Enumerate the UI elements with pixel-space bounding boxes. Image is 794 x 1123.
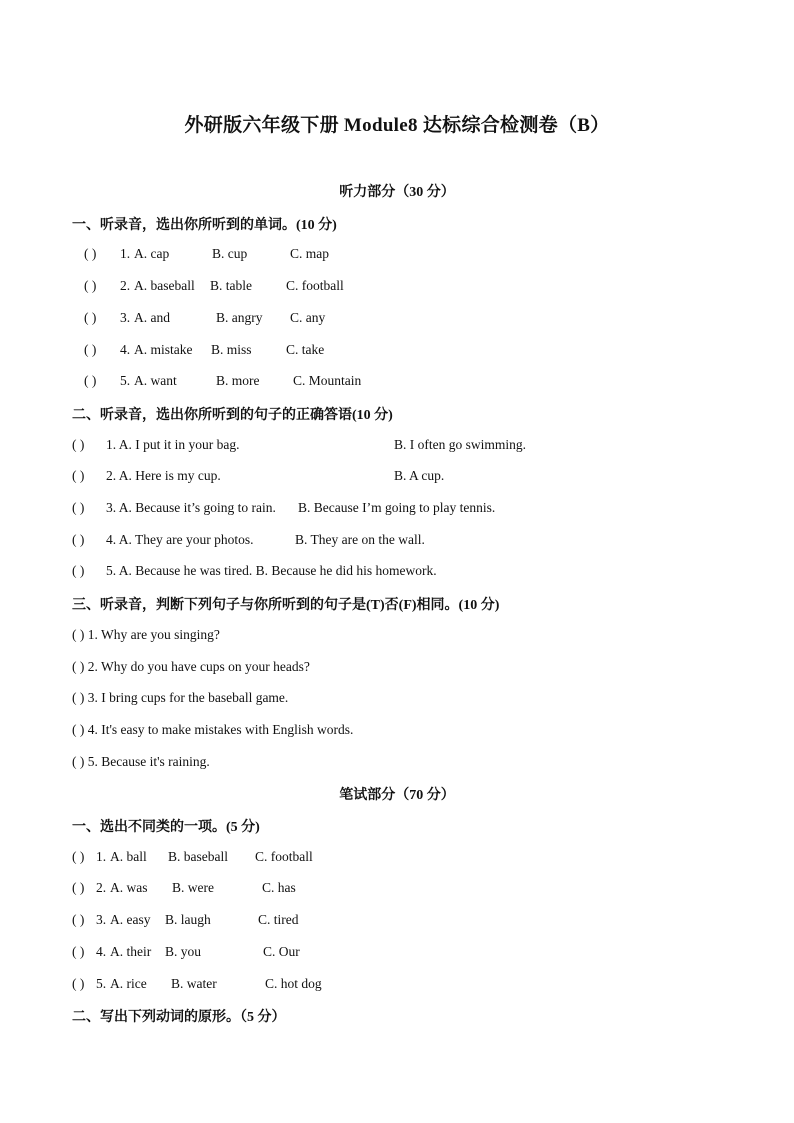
list-item (72, 848, 372, 866)
writing-section-1-heading: 一、选出不同类的一项。(5 分) (72, 820, 260, 835)
option-a: A. and (134, 310, 170, 325)
list-item (72, 436, 572, 454)
exam-title: 外研版六年级下册 Module8 达标综合检测卷（B） (184, 115, 610, 136)
option-c: C. has (262, 880, 296, 895)
list-item (72, 562, 572, 580)
option-b: B. laugh (165, 912, 211, 927)
answer-bracket[interactable]: ( ) (72, 944, 85, 959)
option-c: C. map (290, 246, 329, 261)
list-item (84, 341, 384, 359)
answer-bracket[interactable]: ( ) (72, 500, 85, 515)
option-b: B. angry (216, 310, 263, 325)
option-a: A. was (110, 880, 148, 895)
list-item (84, 372, 384, 390)
option-c: C. Our (263, 944, 300, 959)
item-number: 5. (120, 373, 131, 388)
option-a-text: 3. A. Because it’s going to rain. (106, 500, 276, 515)
option-a: A. cap (134, 246, 170, 261)
answer-bracket[interactable]: ( ) (72, 976, 85, 991)
answer-bracket[interactable]: ( ) (84, 373, 97, 388)
option-a: A. ball (110, 849, 147, 864)
option-b: B. you (165, 944, 202, 959)
item-number: 1. (96, 849, 107, 864)
option-b: B. baseball (168, 849, 228, 864)
writing-section-2-heading: 二、写出下列动词的原形。（5 分） (72, 1010, 286, 1025)
answer-bracket[interactable]: ( ) (72, 563, 85, 578)
option-b: B. table (210, 278, 252, 293)
option-a-text: 5. A. Because he was tired. B. Because he did his homework. (106, 563, 437, 578)
answer-bracket[interactable]: ( ) (84, 342, 97, 357)
option-b: B. water (171, 976, 217, 991)
list-item: ( ) 3. I bring cups for the baseball game. (72, 690, 289, 705)
answer-bracket[interactable]: ( ) (72, 849, 85, 864)
list-item (72, 499, 572, 517)
list-item: ( ) 5. Because it's raining. (72, 754, 210, 769)
option-a-text: 4. A. They are your photos. (106, 532, 254, 547)
option-b: B. They are on the wall. (295, 532, 425, 547)
answer-bracket[interactable]: ( ) (72, 437, 85, 452)
answer-bracket[interactable]: ( ) (84, 278, 97, 293)
option-c: C. any (290, 310, 326, 325)
option-c: C. Mountain (293, 373, 362, 388)
list-item (72, 975, 372, 993)
answer-bracket[interactable]: ( ) (72, 912, 85, 927)
option-a: A. mistake (134, 342, 193, 357)
option-b: B. A cup. (394, 468, 445, 483)
listening-section-2-heading: 二、听录音，选出你所听到的句子的正确答语(10 分) (72, 408, 393, 423)
answer-bracket[interactable]: ( ) (84, 246, 97, 261)
option-a: A. baseball (134, 278, 195, 293)
answer-bracket[interactable]: ( ) (84, 310, 97, 325)
item-number: 3. (96, 912, 107, 927)
listening-section-1-heading: 一、听录音，选出你所听到的单词。(10 分) (72, 218, 337, 233)
option-b: B. Because I’m going to play tennis. (298, 500, 496, 515)
item-number: 5. (96, 976, 107, 991)
list-item (72, 879, 372, 897)
list-item (84, 309, 384, 327)
list-item (84, 245, 384, 263)
item-number: 4. (96, 944, 107, 959)
item-number: 3. (120, 310, 131, 325)
list-item (72, 911, 372, 929)
option-c: C. take (286, 342, 325, 357)
list-item (72, 943, 372, 961)
option-a-text: 1. A. I put it in your bag. (106, 437, 240, 452)
answer-bracket[interactable]: ( ) (72, 468, 85, 483)
list-item (72, 531, 572, 549)
listening-part-heading: 听力部分（30 分） (339, 185, 455, 200)
list-item (84, 277, 384, 295)
option-c: C. tired (258, 912, 299, 927)
answer-bracket[interactable]: ( ) (72, 880, 85, 895)
option-b: B. more (216, 373, 260, 388)
option-c: C. football (255, 849, 313, 864)
option-b: B. cup (212, 246, 248, 261)
option-b: B. I often go swimming. (394, 437, 526, 452)
option-b: B. were (172, 880, 214, 895)
listening-section-3-heading: 三、听录音，判断下列句子与你所听到的句子是(T)否(F)相同。(10 分) (72, 598, 500, 613)
option-c: C. football (286, 278, 344, 293)
option-a: A. easy (110, 912, 151, 927)
item-number: 2. (96, 880, 107, 895)
item-number: 2. (120, 278, 131, 293)
list-item: ( ) 4. It's easy to make mistakes with English words. (72, 722, 354, 737)
writing-part-heading: 笔试部分（70 分） (339, 788, 455, 803)
option-c: C. hot dog (265, 976, 322, 991)
item-number: 1. (120, 246, 131, 261)
option-a: A. their (110, 944, 152, 959)
list-item: ( ) 2. Why do you have cups on your heads? (72, 659, 310, 674)
item-number: 4. (120, 342, 131, 357)
option-a: A. rice (110, 976, 147, 991)
option-a-text: 2. A. Here is my cup. (106, 468, 221, 483)
option-b: B. miss (211, 342, 252, 357)
list-item: ( ) 1. Why are you singing? (72, 627, 220, 642)
option-a: A. want (134, 373, 177, 388)
answer-bracket[interactable]: ( ) (72, 532, 85, 547)
list-item (72, 467, 572, 485)
